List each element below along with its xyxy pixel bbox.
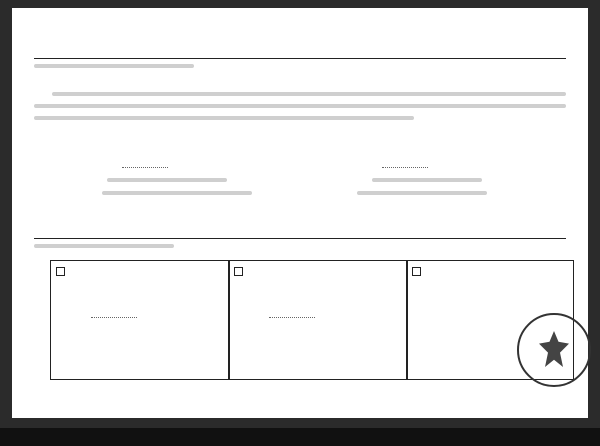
acknowledgement-box-evaluator bbox=[228, 260, 408, 380]
image-host-footer bbox=[0, 428, 600, 446]
section-5-rule bbox=[34, 238, 566, 239]
checkbox-evaluator[interactable] bbox=[234, 267, 243, 276]
section-4-rule bbox=[34, 58, 566, 59]
signature-block-left-line-1 bbox=[107, 178, 227, 182]
signature-block-right-line-2 bbox=[357, 191, 487, 195]
signature-block-right-line-1 bbox=[372, 178, 482, 182]
signature-block-left-line-2 bbox=[102, 191, 252, 195]
box-signature-evaluatee bbox=[91, 305, 137, 318]
paragraph-line-3 bbox=[34, 116, 414, 120]
document-page bbox=[12, 8, 588, 418]
garuda-emblem-icon bbox=[539, 331, 569, 367]
signature-evaluatee bbox=[122, 155, 168, 168]
official-seal bbox=[517, 313, 591, 387]
paragraph-line-1 bbox=[52, 92, 566, 96]
signature-evaluator bbox=[382, 155, 428, 168]
checkbox-witness[interactable] bbox=[412, 267, 421, 276]
section-4-heading bbox=[34, 64, 194, 68]
acknowledgement-box-evaluatee bbox=[50, 260, 230, 380]
section-5-heading bbox=[34, 244, 174, 248]
checkbox-evaluatee[interactable] bbox=[56, 267, 65, 276]
paragraph-line-2 bbox=[34, 104, 566, 108]
box-signature-evaluator bbox=[269, 305, 315, 318]
